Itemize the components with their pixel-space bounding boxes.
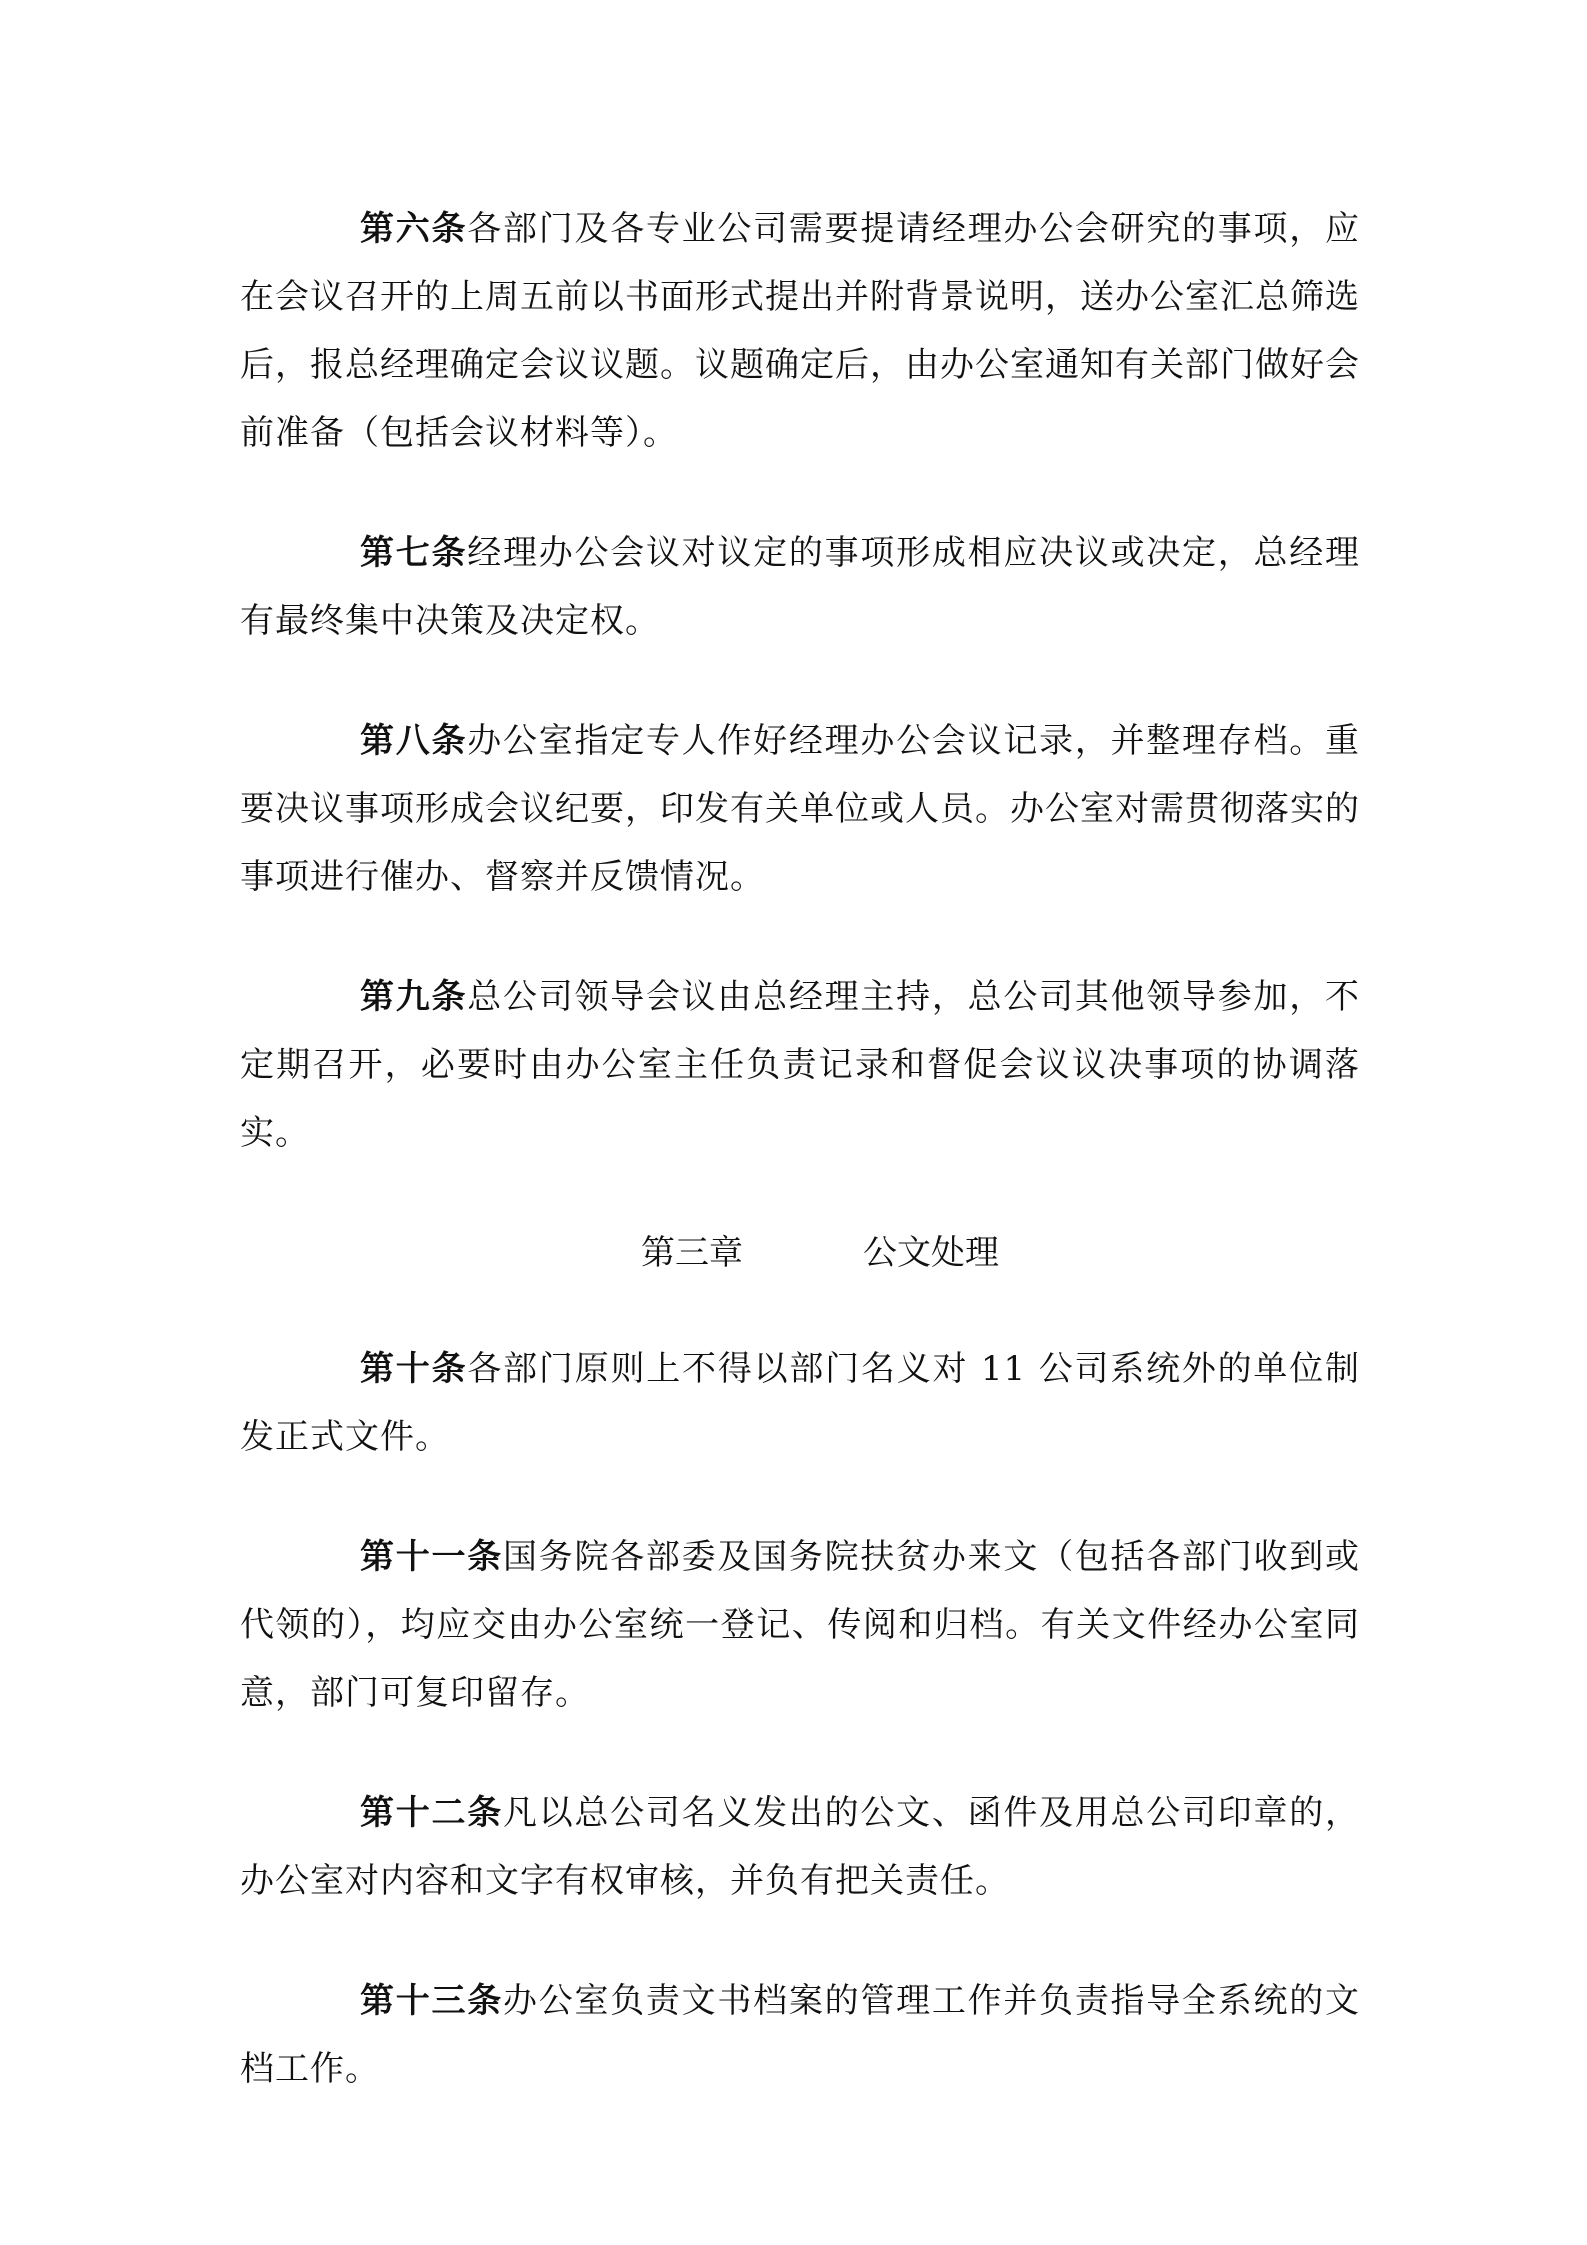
article-11 bbox=[240, 1523, 1360, 1727]
article-text: 总公司领导会议由总经理主持，总公司其他领导参加，不定期召开，必要时由办公室主任负责记录和督促会议议决事项的协调落实。 bbox=[240, 977, 1361, 1153]
article-6 bbox=[240, 195, 1360, 467]
article-number: 第六条 bbox=[360, 209, 468, 249]
chapter-heading bbox=[240, 1219, 1360, 1287]
article-12 bbox=[240, 1779, 1360, 1915]
article-text: 国务院各部委及国务院扶贫办来文（包括各部门收到或代领的），均应交由办公室统一登记、传阅和归档。有关文件经办公室同意，部门可复印留存。 bbox=[240, 1537, 1361, 1713]
article-number: 第十三条 bbox=[360, 1981, 503, 2021]
article-10 bbox=[240, 1335, 1360, 1471]
article-text: 经理办公会议对议定的事项形成相应决议或决定，总经理有最终集中决策及决定权。 bbox=[240, 533, 1361, 641]
article-number: 第十二条 bbox=[360, 1793, 503, 1833]
article-7 bbox=[240, 519, 1360, 655]
chapter-number: 第三章 bbox=[641, 1233, 743, 1273]
article-13 bbox=[240, 1967, 1360, 2103]
article-text: 办公室指定专人作好经理办公会议记录，并整理存档。重要决议事项形成会议纪要，印发有关单位或人员。办公室对需贯彻落实的事项进行催办、督察并反馈情况。 bbox=[240, 721, 1361, 897]
article-number: 第八条 bbox=[360, 721, 468, 761]
article-9 bbox=[240, 963, 1360, 1167]
document-page bbox=[240, 195, 1360, 2155]
article-number: 第九条 bbox=[360, 977, 468, 1017]
article-text: 各部门及各专业公司需要提请经理办公会研究的事项，应在会议召开的上周五前以书面形式提出并附背景说明，送办公室汇总筛选后，报总经理确定会议议题。议题确定后，由办公室通知有关部门做好会前准备（包括会议材料等）。 bbox=[240, 209, 1361, 453]
chapter-title: 公文处理 bbox=[863, 1233, 999, 1273]
article-text: 凡以总公司名义发出的公文、函件及用总公司印章的，办公室对内容和文字有权审核，并负有把关责任。 bbox=[240, 1793, 1361, 1901]
article-8 bbox=[240, 707, 1360, 911]
article-number: 第十条 bbox=[360, 1349, 468, 1389]
article-number: 第七条 bbox=[360, 533, 468, 573]
article-text: 各部门原则上不得以部门名义对 11 公司系统外的单位制发正式文件。 bbox=[240, 1349, 1361, 1457]
article-number: 第十一条 bbox=[360, 1537, 503, 1577]
article-text: 办公室负责文书档案的管理工作并负责指导全系统的文档工作。 bbox=[240, 1981, 1361, 2089]
